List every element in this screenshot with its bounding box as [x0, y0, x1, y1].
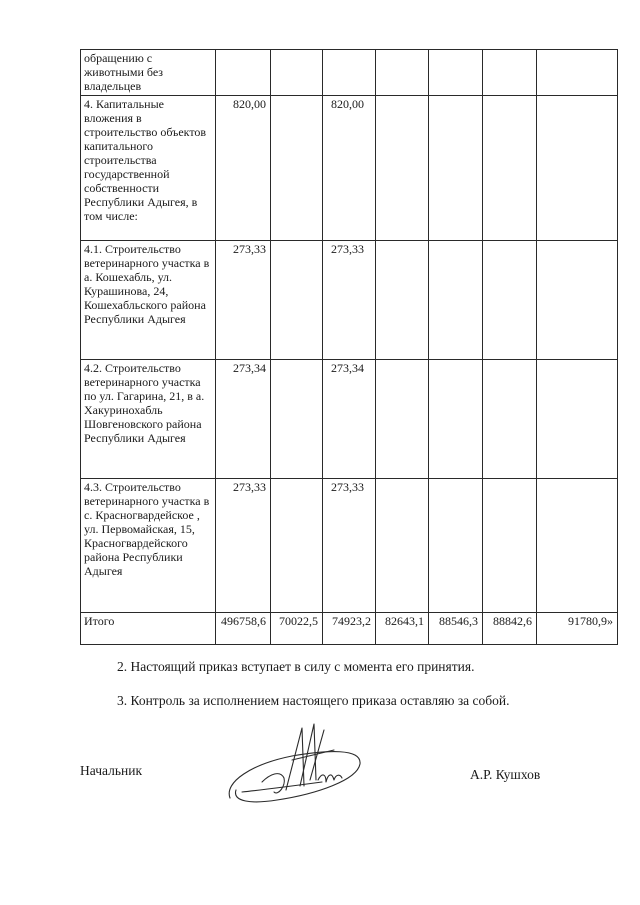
table-row	[81, 241, 618, 360]
value-cell: 273,34	[323, 360, 376, 479]
value-cell: 74923,2	[323, 613, 376, 645]
paragraph-3: 3. Контроль за исполнением настоящего приказа оставляю за собой.	[117, 693, 510, 708]
value-cell	[376, 479, 429, 613]
value-cell: 88546,3	[429, 613, 483, 645]
value-cell	[483, 96, 537, 241]
value-cell: 496758,6	[216, 613, 271, 645]
table-row	[81, 360, 618, 479]
value-cell: 82643,1	[376, 613, 429, 645]
value-cell: 70022,5	[271, 613, 323, 645]
signatory-title: Начальник	[80, 763, 143, 778]
signatory-name: А.Р. Кушхов	[470, 767, 541, 782]
value-cell	[376, 50, 429, 96]
value-cell	[271, 96, 323, 241]
value-cell: 88842,6	[483, 613, 537, 645]
value-cell	[537, 50, 618, 96]
table-row	[81, 479, 618, 613]
value-cell	[376, 360, 429, 479]
value-cell	[537, 241, 618, 360]
value-cell: 273,33	[216, 479, 271, 613]
value-cell	[429, 96, 483, 241]
value-cell: 273,33	[323, 479, 376, 613]
value-cell	[537, 479, 618, 613]
row-name-cell: 4. Капитальные вложения в строительство объектов капитального строительства государственной собственности Республики Адыгея, в том числе:	[81, 96, 216, 241]
value-cell: 820,00	[323, 96, 376, 241]
value-cell	[376, 96, 429, 241]
value-cell: 273,33	[323, 241, 376, 360]
value-cell	[483, 241, 537, 360]
value-cell	[271, 360, 323, 479]
value-cell	[271, 479, 323, 613]
value-cell: 273,33	[216, 241, 271, 360]
value-cell	[376, 241, 429, 360]
value-cell: 820,00	[216, 96, 271, 241]
paragraph-2: 2. Настоящий приказ вступает в силу с момента его принятия.	[117, 659, 475, 674]
table-row	[81, 50, 618, 96]
value-cell	[483, 479, 537, 613]
value-cell	[323, 50, 376, 96]
value-cell	[271, 241, 323, 360]
value-cell	[537, 360, 618, 479]
row-name-cell: 4.3. Строительство ветеринарного участка в с. Красногвардейское , ул. Первомайская, 15, Красногвардейского района Республики Адыгея	[81, 479, 216, 613]
row-name-cell: 4.1. Строительство ветеринарного участка в а. Кошехабль, ул. Курашинова, 24, Кошехабльского района Республики Адыгея	[81, 241, 216, 360]
value-cell: 91780,9»	[537, 613, 618, 645]
value-cell	[429, 241, 483, 360]
row-name-cell: обращению с животными без владельцев	[81, 50, 216, 96]
budget-table	[80, 49, 618, 645]
value-cell	[483, 360, 537, 479]
value-cell	[537, 96, 618, 241]
value-cell	[429, 50, 483, 96]
value-cell	[429, 360, 483, 479]
value-cell	[216, 50, 271, 96]
value-cell	[429, 479, 483, 613]
handwritten-signature	[222, 720, 372, 815]
value-cell: 273,34	[216, 360, 271, 479]
table-row-total	[81, 613, 618, 645]
value-cell	[271, 50, 323, 96]
row-name-cell: 4.2. Строительство ветеринарного участка по ул. Гагарина, 21, в а. Хакуринохабль Шовгеновского района Республики Адыгея	[81, 360, 216, 479]
value-cell	[483, 50, 537, 96]
table-row	[81, 96, 618, 241]
row-name-cell: Итого	[81, 613, 216, 645]
